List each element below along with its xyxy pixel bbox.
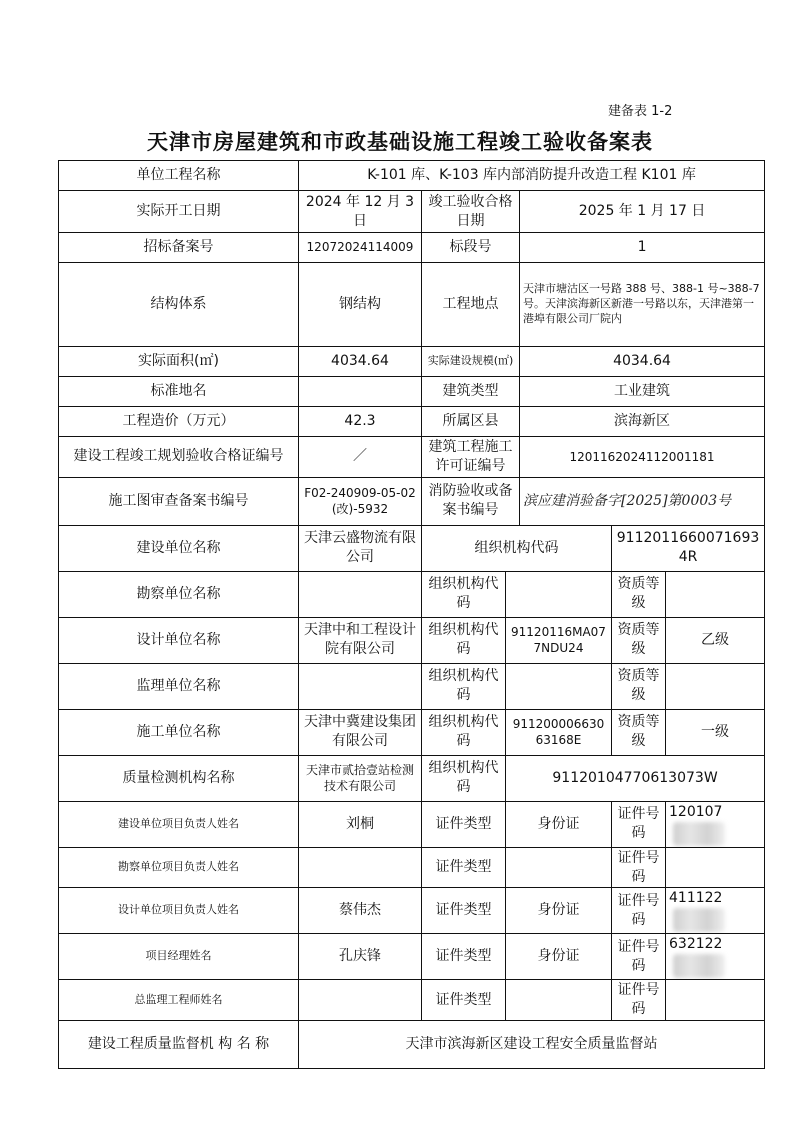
survey-lead-label: 勘察单位项目负责人姓名 xyxy=(59,847,299,888)
construct-qual: 一级 xyxy=(666,709,765,755)
supervise-org-label: 组织机构代码 xyxy=(422,663,506,709)
builder-org-label: 组织机构代码 xyxy=(422,525,612,571)
pm-name: 孔庆锋 xyxy=(299,934,422,980)
pm-cert-type: 身份证 xyxy=(506,934,612,980)
landmark-label: 标准地名 xyxy=(59,377,299,407)
row-area xyxy=(59,347,765,377)
testing-name: 天津市贰拾壹站检测技术有限公司 xyxy=(299,755,422,801)
design-lead-cert-type-label: 证件类型 xyxy=(422,888,506,934)
chief-supervisor-cert-type-label: 证件类型 xyxy=(422,980,506,1021)
design-qual-label: 资质等级 xyxy=(612,617,666,663)
construct-org-label: 组织机构代码 xyxy=(422,709,506,755)
pm-cert-no-cell xyxy=(666,934,765,980)
supervise-name xyxy=(299,663,422,709)
row-drawing-review xyxy=(59,477,765,525)
supervise-qual xyxy=(666,663,765,709)
survey-lead-cert-no xyxy=(666,847,765,888)
design-qual: 乙级 xyxy=(666,617,765,663)
design-lead-name: 蔡伟杰 xyxy=(299,888,422,934)
section-no-label: 标段号 xyxy=(422,233,520,263)
design-lead-cert-no-cell xyxy=(666,888,765,934)
builder-lead-cert-no-label: 证件号码 xyxy=(612,801,666,847)
design-name: 天津中和工程设计院有限公司 xyxy=(299,617,422,663)
landmark-value xyxy=(299,377,422,407)
chief-supervisor-name xyxy=(299,980,422,1021)
row-testing xyxy=(59,755,765,801)
row-construct xyxy=(59,709,765,755)
survey-lead-name xyxy=(299,847,422,888)
row-survey-lead xyxy=(59,847,765,888)
survey-org-code xyxy=(506,571,612,617)
builder-lead-label: 建设单位项目负责人姓名 xyxy=(59,801,299,847)
row-landmark xyxy=(59,377,765,407)
builder-lead-cert-no: 120107 xyxy=(669,803,723,820)
row-cost xyxy=(59,407,765,437)
chief-supervisor-cert-no-label: 证件号码 xyxy=(612,980,666,1021)
design-lead-cert-type: 身份证 xyxy=(506,888,612,934)
row-project-name xyxy=(59,161,765,191)
scale-label: 实际建设规模(㎡) xyxy=(422,347,520,377)
survey-qual xyxy=(666,571,765,617)
bid-record-value: 12072024114009 xyxy=(299,233,422,263)
page-title: 天津市房屋建筑和市政基础设施工程竣工验收备案表 xyxy=(147,130,653,154)
supervise-org-code xyxy=(506,663,612,709)
testing-org-code: 91120104770613073W xyxy=(506,755,765,801)
bid-record-label: 招标备案号 xyxy=(59,233,299,263)
start-date-value: 2024 年 12 月 3 日 xyxy=(299,191,422,233)
builder-lead-cert-no-cell xyxy=(666,801,765,847)
district-value: 滨海新区 xyxy=(520,407,765,437)
planning-cert-label: 建设工程竣工规划验收合格证编号 xyxy=(59,437,299,478)
project-name-label: 单位工程名称 xyxy=(59,161,299,191)
builder-lead-cert-type-label: 证件类型 xyxy=(422,801,506,847)
area-value: 4034.64 xyxy=(299,347,422,377)
survey-label: 勘察单位名称 xyxy=(59,571,299,617)
drawing-review-label: 施工图审查备案书编号 xyxy=(59,477,299,525)
supervise-label: 监理单位名称 xyxy=(59,663,299,709)
planning-cert-value: ／ xyxy=(299,437,422,478)
structure-label: 结构体系 xyxy=(59,263,299,347)
construct-label: 施工单位名称 xyxy=(59,709,299,755)
builder-label: 建设单位名称 xyxy=(59,525,299,571)
section-no-value: 1 xyxy=(520,233,765,263)
redaction-mark xyxy=(673,954,725,978)
row-design-lead xyxy=(59,888,765,934)
design-lead-cert-no-label: 证件号码 xyxy=(612,888,666,934)
form-code: 建备表 1-2 xyxy=(608,104,673,119)
survey-lead-cert-type xyxy=(506,847,612,888)
chief-supervisor-label: 总监理工程师姓名 xyxy=(59,980,299,1021)
permit-value: 1201162024112001181 xyxy=(520,437,765,478)
site-value: 天津市塘沽区一号路 388 号、388-1 号~388-7 号。天津滨海新区新港一号路以东，天津港第一港埠有限公司厂院内 xyxy=(520,263,765,347)
row-supervise xyxy=(59,663,765,709)
builder-name: 天津云盛物流有限公司 xyxy=(299,525,422,571)
site-label: 工程地点 xyxy=(422,263,520,347)
scale-value: 4034.64 xyxy=(520,347,765,377)
row-builder xyxy=(59,525,765,571)
pm-cert-type-label: 证件类型 xyxy=(422,934,506,980)
design-lead-label: 设计单位项目负责人姓名 xyxy=(59,888,299,934)
filing-form-table xyxy=(58,160,765,1069)
design-label: 设计单位名称 xyxy=(59,617,299,663)
row-bid xyxy=(59,233,765,263)
pm-cert-no: 632122 xyxy=(669,936,723,953)
structure-value: 钢结构 xyxy=(299,263,422,347)
survey-lead-cert-no-label: 证件号码 xyxy=(612,847,666,888)
construct-org-code: 91120000663063168E xyxy=(506,709,612,755)
cost-label: 工程造价（万元） xyxy=(59,407,299,437)
builder-lead-cert-type: 身份证 xyxy=(506,801,612,847)
survey-name xyxy=(299,571,422,617)
chief-supervisor-cert-type xyxy=(506,980,612,1021)
building-type-label: 建筑类型 xyxy=(422,377,520,407)
row-builder-lead xyxy=(59,801,765,847)
survey-qual-label: 资质等级 xyxy=(612,571,666,617)
supervision-agency-value: 天津市滨海新区建设工程安全质量监督站 xyxy=(299,1021,765,1069)
design-org-label: 组织机构代码 xyxy=(422,617,506,663)
row-dates xyxy=(59,191,765,233)
chief-supervisor-cert-no xyxy=(666,980,765,1021)
area-label: 实际面积(㎡) xyxy=(59,347,299,377)
redaction-mark xyxy=(673,908,725,932)
row-design xyxy=(59,617,765,663)
pm-cert-no-label: 证件号码 xyxy=(612,934,666,980)
row-planning-cert xyxy=(59,437,765,478)
supervise-qual-label: 资质等级 xyxy=(612,663,666,709)
row-survey xyxy=(59,571,765,617)
row-pm xyxy=(59,934,765,980)
construct-qual-label: 资质等级 xyxy=(612,709,666,755)
supervision-agency-label: 建设工程质量监督机 构 名 称 xyxy=(59,1021,299,1069)
start-date-label: 实际开工日期 xyxy=(59,191,299,233)
redaction-mark xyxy=(673,822,725,846)
acceptance-date-label: 竣工验收合格日期 xyxy=(422,191,520,233)
survey-org-label: 组织机构代码 xyxy=(422,571,506,617)
builder-org-code: 91120116600716934R xyxy=(612,525,765,571)
row-supervision-agency xyxy=(59,1021,765,1069)
design-lead-cert-no: 411122 xyxy=(669,890,723,907)
testing-label: 质量检测机构名称 xyxy=(59,755,299,801)
builder-lead-name: 刘桐 xyxy=(299,801,422,847)
testing-org-label: 组织机构代码 xyxy=(422,755,506,801)
design-org-code: 91120116MA077NDU24 xyxy=(506,617,612,663)
drawing-review-value: F02-240909-05-02(改)-5932 xyxy=(299,477,422,525)
construct-name: 天津中冀建设集团有限公司 xyxy=(299,709,422,755)
project-name-value: K-101 库、K-103 库内部消防提升改造工程 K101 库 xyxy=(299,161,765,191)
survey-lead-cert-type-label: 证件类型 xyxy=(422,847,506,888)
cost-value: 42.3 xyxy=(299,407,422,437)
pm-label: 项目经理姓名 xyxy=(59,934,299,980)
row-chief-supervisor xyxy=(59,980,765,1021)
fire-record-label: 消防验收或备案书编号 xyxy=(422,477,520,525)
acceptance-date-value: 2025 年 1 月 17 日 xyxy=(520,191,765,233)
building-type-value: 工业建筑 xyxy=(520,377,765,407)
row-structure xyxy=(59,263,765,347)
fire-record-value: 滨应建消验备字[2025]第0003号 xyxy=(520,477,765,525)
district-label: 所属区县 xyxy=(422,407,520,437)
permit-label: 建筑工程施工许可证编号 xyxy=(422,437,520,478)
